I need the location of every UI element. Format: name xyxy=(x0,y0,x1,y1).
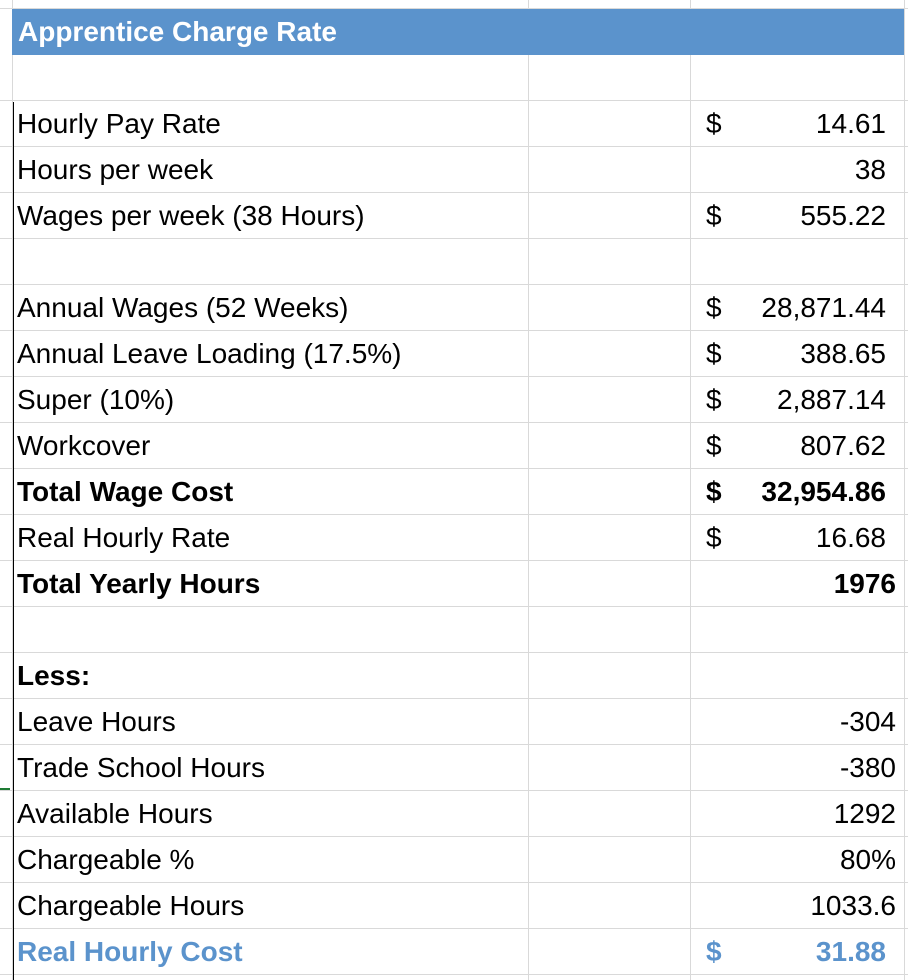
row-label: Real Hourly Cost xyxy=(17,936,243,967)
currency-symbol: $ xyxy=(706,292,722,323)
row-value: 31.88 xyxy=(815,936,886,967)
currency-symbol: $ xyxy=(706,338,722,369)
row-value: 807.62 xyxy=(800,430,886,461)
table-row[interactable] xyxy=(0,929,908,975)
row-value: -380 xyxy=(839,752,896,783)
row-label: Chargeable % xyxy=(17,844,195,875)
row-label: Hours per week xyxy=(17,154,214,185)
row-value: 1292 xyxy=(833,798,896,829)
row-value: 38 xyxy=(854,154,886,185)
row-label: Leave Hours xyxy=(17,706,176,737)
row-label: Hourly Pay Rate xyxy=(17,108,221,139)
row-label: Annual Wages (52 Weeks) xyxy=(17,292,349,323)
row-label: Annual Leave Loading (17.5%) xyxy=(17,338,402,369)
row-label: Total Yearly Hours xyxy=(17,568,261,599)
row-value: 80% xyxy=(839,844,896,875)
table-row[interactable] xyxy=(0,377,908,423)
row-label: Total Wage Cost xyxy=(17,476,234,507)
table-row[interactable] xyxy=(0,791,908,837)
row-label: Wages per week (38 Hours) xyxy=(17,200,365,231)
table-row[interactable] xyxy=(0,193,908,239)
row-label: Less: xyxy=(17,660,91,691)
sheet-row-empty[interactable] xyxy=(0,239,908,285)
currency-symbol: $ xyxy=(706,384,722,415)
row-label: Available Hours xyxy=(17,798,213,829)
table-row[interactable] xyxy=(0,147,908,193)
row-value: 2,887.14 xyxy=(777,384,886,415)
sheet-row-top xyxy=(0,0,908,9)
row-value: 1976 xyxy=(833,568,896,599)
table-row[interactable] xyxy=(0,469,908,515)
row-value: 388.65 xyxy=(800,338,886,369)
currency-symbol: $ xyxy=(706,200,722,231)
row-label: Trade School Hours xyxy=(17,752,265,783)
row-value: 14.61 xyxy=(815,108,886,139)
table-left-border xyxy=(13,102,14,980)
table-row[interactable] xyxy=(0,837,908,883)
table-row[interactable] xyxy=(0,331,908,377)
table-row[interactable] xyxy=(0,101,908,147)
row-label: Real Hourly Rate xyxy=(17,522,231,553)
table-row[interactable] xyxy=(0,745,908,791)
sheet-title-cell[interactable]: Apprentice Charge Rate xyxy=(12,9,904,55)
row-value: -304 xyxy=(839,706,896,737)
table-row[interactable] xyxy=(0,653,908,699)
currency-symbol: $ xyxy=(706,522,722,553)
sheet-row-empty[interactable] xyxy=(0,55,908,101)
currency-symbol: $ xyxy=(706,108,722,139)
sheet-row-empty[interactable] xyxy=(0,607,908,653)
table-row[interactable] xyxy=(0,883,908,929)
table-row[interactable] xyxy=(0,561,908,607)
row-value: 16.68 xyxy=(815,522,886,553)
table-row[interactable] xyxy=(0,285,908,331)
row-value: 32,954.86 xyxy=(761,476,886,507)
currency-symbol: $ xyxy=(706,936,722,967)
row-label: Workcover xyxy=(17,430,151,461)
row-value: 555.22 xyxy=(800,200,886,231)
currency-symbol: $ xyxy=(706,430,722,461)
currency-symbol: $ xyxy=(706,476,722,507)
row-selection-marker xyxy=(0,788,10,790)
row-value: 28,871.44 xyxy=(761,292,886,323)
table-row[interactable] xyxy=(0,423,908,469)
table-row[interactable] xyxy=(0,699,908,745)
table-row[interactable] xyxy=(0,515,908,561)
row-label: Super (10%) xyxy=(17,384,175,415)
row-label: Chargeable Hours xyxy=(17,890,245,921)
row-value: 1033.6 xyxy=(810,890,896,921)
